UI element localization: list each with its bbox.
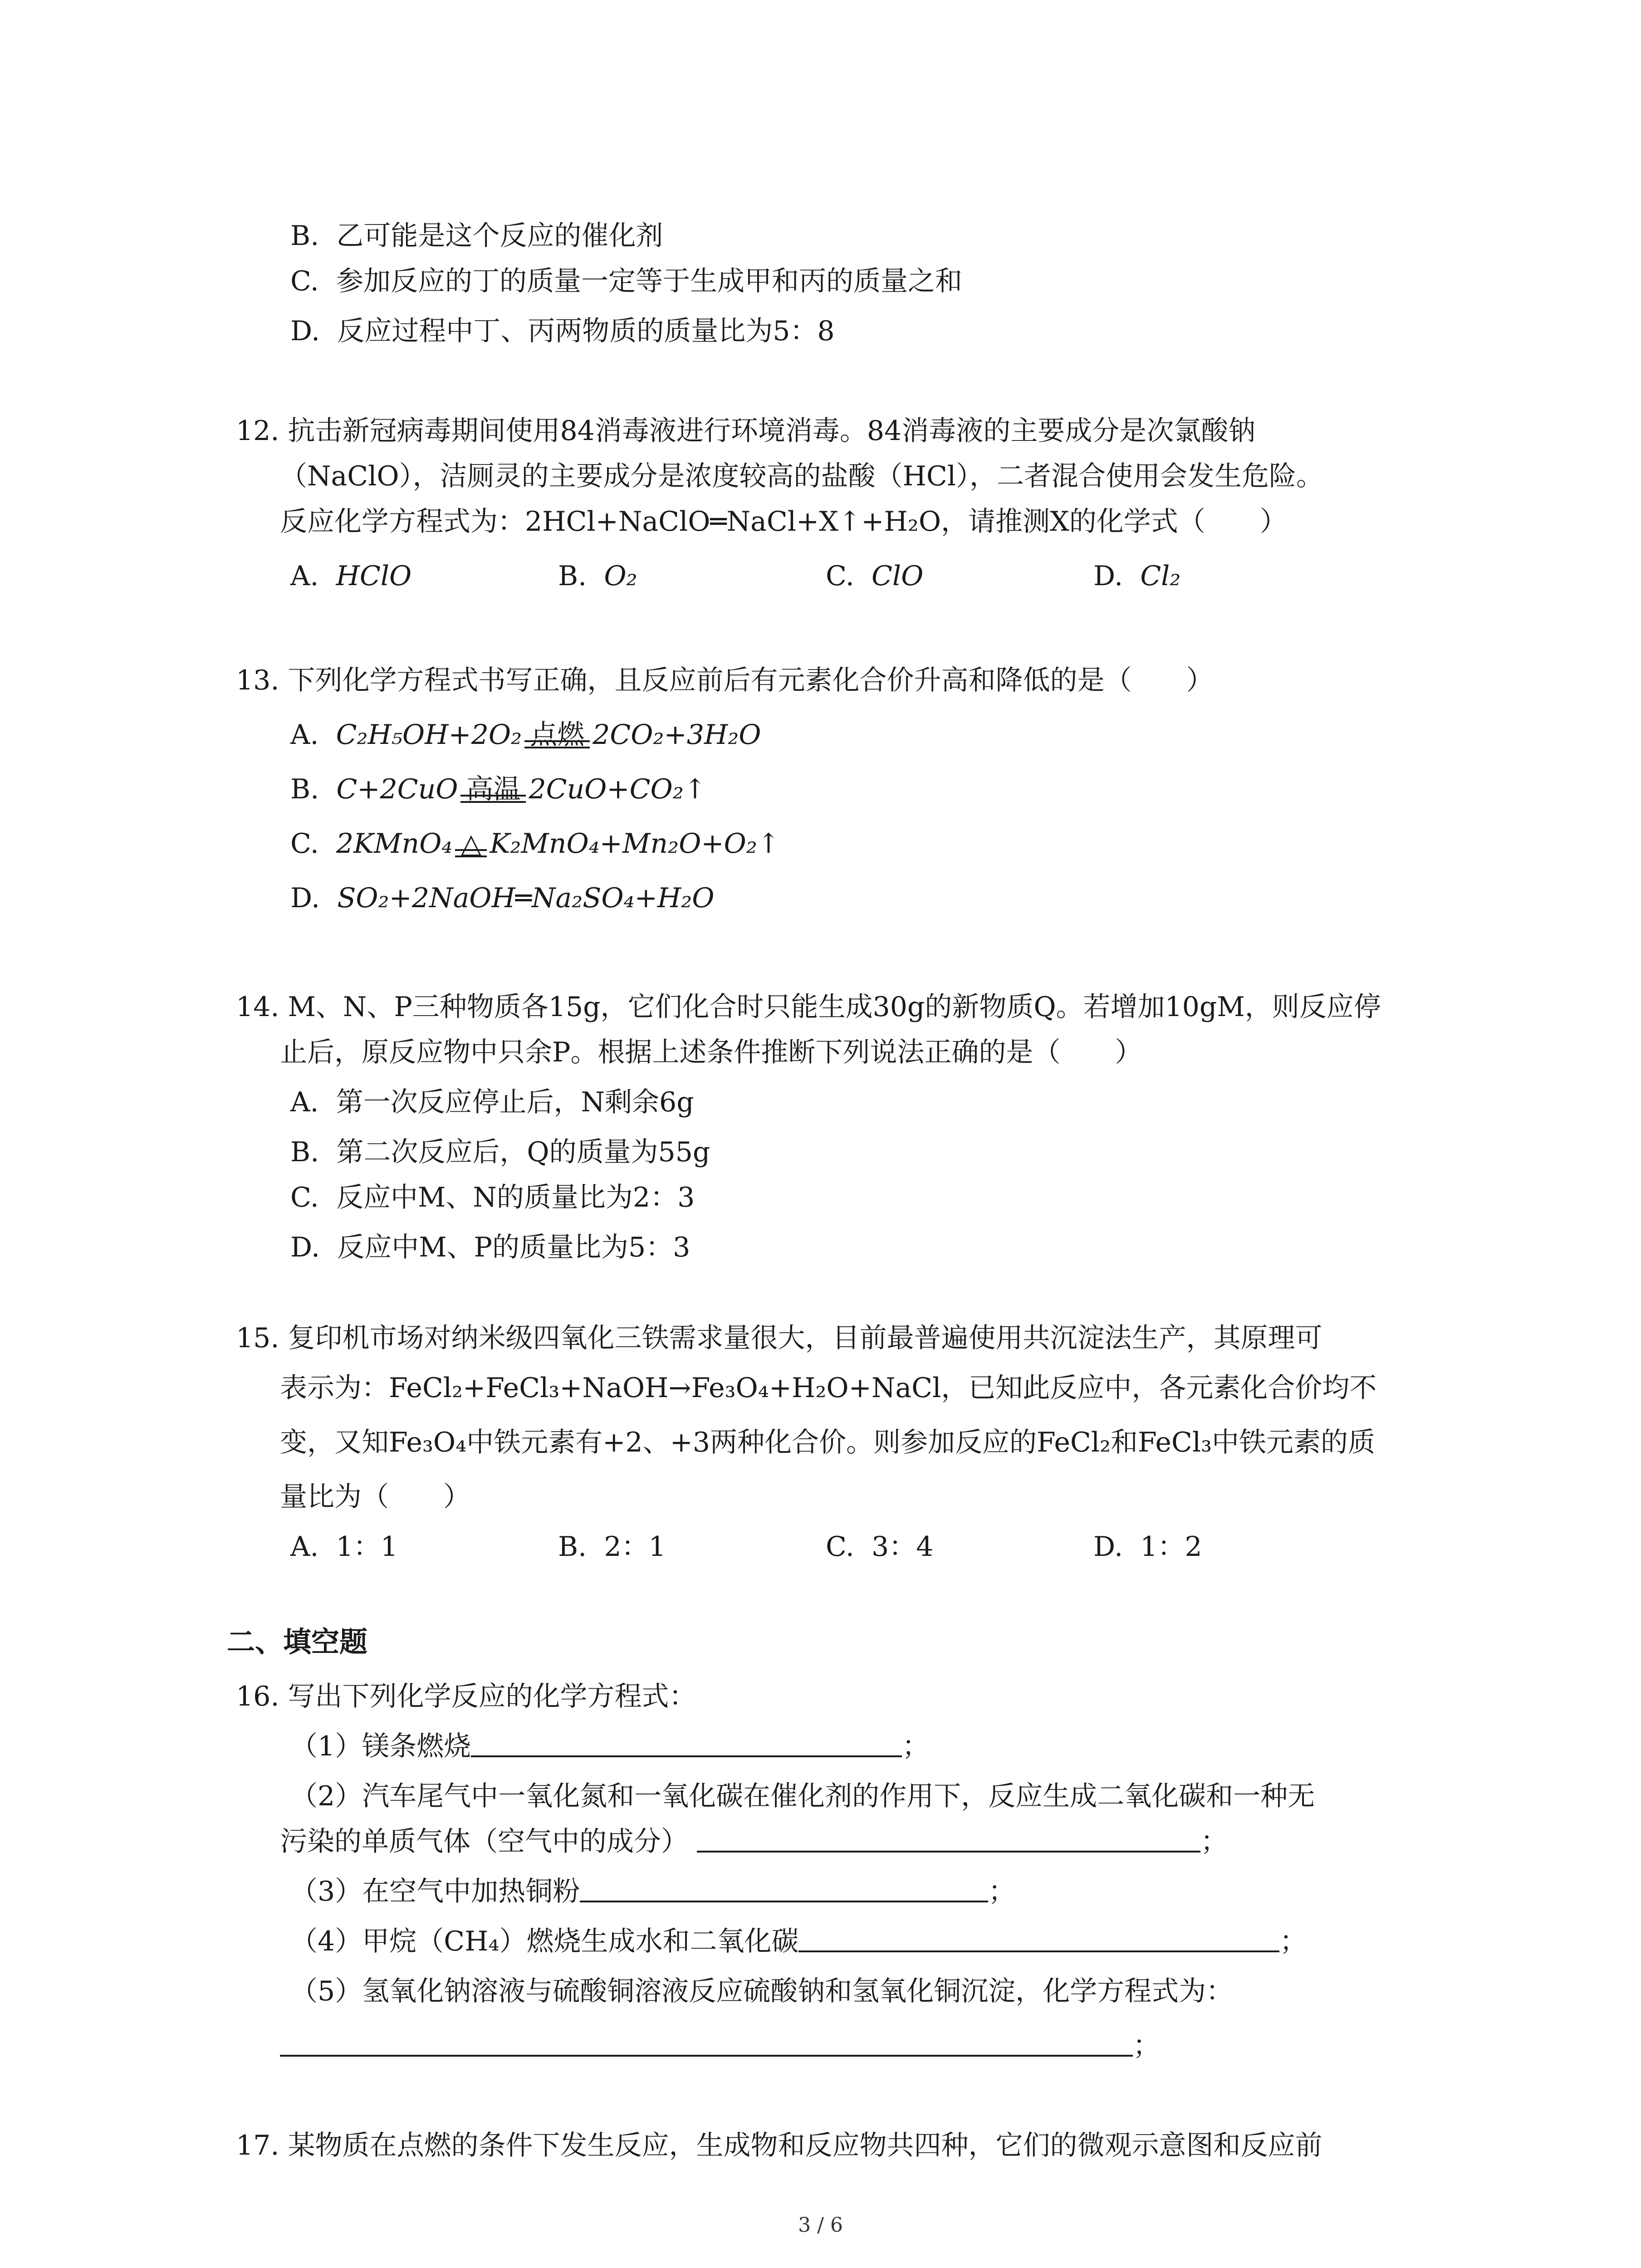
q15-line-2: 表示为：FeCl₂+FeCl₃+NaOH→Fe₃O₄+H₂O+NaCl，已知此反应中，各元素化合价均不 <box>280 1372 1377 1404</box>
q13-option-b: B. C+2CuO 高温 2CuO+CO₂↑ <box>290 771 706 807</box>
q12-option-c: C. ClO <box>826 560 924 592</box>
q16-part-5-answer: ； <box>280 2028 1160 2064</box>
q14-line-2: 止后，原反应物中只余P。根据上述条件推断下列说法正确的是（ ） <box>280 1036 1142 1068</box>
q12-option-a: A. HClO <box>290 560 412 592</box>
answer-blank-1[interactable] <box>471 1728 902 1757</box>
q15-line-4: 量比为（ ） <box>280 1481 470 1513</box>
q14-option-d: D. 反应中M、P的质量比为5：3 <box>290 1232 691 1263</box>
answer-blank-2[interactable] <box>697 1823 1200 1853</box>
q15-option-b: B. 2：1 <box>558 1531 666 1563</box>
q13-stem: 13. 下列化学方程式书写正确，且反应前后有元素化合价升高和降低的是（ ） <box>236 665 1214 696</box>
q13-option-c: C. 2KMnO₄ △ K₂MnO₄+Mn₂O+O₂↑ <box>290 826 780 862</box>
q16-part-5: （5）氢氧化钠溶液与硫酸铜溶液反应硫酸钠和氢氧化铜沉淀，化学方程式为： <box>290 1975 1234 2007</box>
q16-part-2a: （2）汽车尾气中一氧化氮和一氧化碳在催化剂的作用下，反应生成二氧化碳和一种无 <box>290 1780 1315 1812</box>
q16-stem: 16. 写出下列化学反应的化学方程式： <box>236 1681 696 1712</box>
q12-options <box>290 558 1181 594</box>
q13-option-d: D. SO₂+2NaOH═Na₂SO₄+H₂O <box>290 882 715 914</box>
q15-option-c: C. 3：4 <box>826 1531 934 1563</box>
q11-option-c: C. 参加反应的丁的质量一定等于生成甲和丙的质量之和 <box>290 265 962 297</box>
q15-option-d: D. 1：2 <box>1093 1531 1202 1563</box>
q16-part-4: （4）甲烷（CH₄）燃烧生成水和二氧化碳 ； <box>290 1923 1307 1960</box>
q14-line-1: 14. M、N、P三种物质各15g，它们化合时只能生成30g的新物质Q。若增加10gM，则反应停 <box>236 991 1381 1023</box>
q15-line-3: 变，又知Fe₃O₄中铁元素有+2、+3两种化合价。则参加反应的FeCl₂和FeCl₃中铁元素的质 <box>280 1427 1376 1458</box>
q13-option-a: A. C₂H₅OH+2O₂ 点燃 2CO₂+3H₂O <box>290 717 761 753</box>
answer-blank-5[interactable] <box>280 2028 1133 2057</box>
q14-option-b: B. 第二次反应后，Q的质量为55g <box>290 1136 710 1168</box>
answer-blank-4[interactable] <box>798 1923 1279 1952</box>
q12-line-3: 反应化学方程式为：2HCl+NaClO═NaCl+X↑+H₂O，请推测X的化学式（ ） <box>280 506 1287 538</box>
answer-blank-3[interactable] <box>580 1873 988 1902</box>
q11-option-b: B. 乙可能是这个反应的催化剂 <box>290 220 663 252</box>
section-heading-fill-blank: 二、填空题 <box>227 1625 368 1658</box>
q12-line-2: （NaClO），洁厕灵的主要成分是浓度较高的盐酸（HCl），二者混合使用会发生危险。 <box>280 460 1323 492</box>
q16-part-3: （3）在空气中加热铜粉 ； <box>290 1873 1015 1910</box>
q11-option-d: D. 反应过程中丁、丙两物质的质量比为5：8 <box>290 315 835 347</box>
q15-options <box>290 1529 1202 1565</box>
q12-option-b: B. O₂ <box>558 560 637 592</box>
q16-part-2b: 污染的单质气体（空气中的成分） ； <box>280 1823 1228 1860</box>
page-number: 3 / 6 <box>798 2214 843 2237</box>
q15-option-a: A. 1：1 <box>290 1531 398 1563</box>
q16-part-1: （1）镁条燃烧 ； <box>290 1728 929 1765</box>
q12-line-1: 12. 抗击新冠病毒期间使用84消毒液进行环境消毒。84消毒液的主要成分是次氯酸钠 <box>236 415 1256 447</box>
q15-line-1: 15. 复印机市场对纳米级四氧化三铁需求量很大，目前最普遍使用共沉淀法生产，其原理可 <box>236 1322 1323 1354</box>
q12-option-d: D. Cl₂ <box>1093 560 1181 592</box>
q14-option-a: A. 第一次反应停止后，N剩余6g <box>290 1086 694 1118</box>
q14-option-c: C. 反应中M、N的质量比为2：3 <box>290 1182 695 1213</box>
q17-line-1: 17. 某物质在点燃的条件下发生反应，生成物和反应物共四种，它们的微观示意图和反应前 <box>236 2130 1323 2161</box>
